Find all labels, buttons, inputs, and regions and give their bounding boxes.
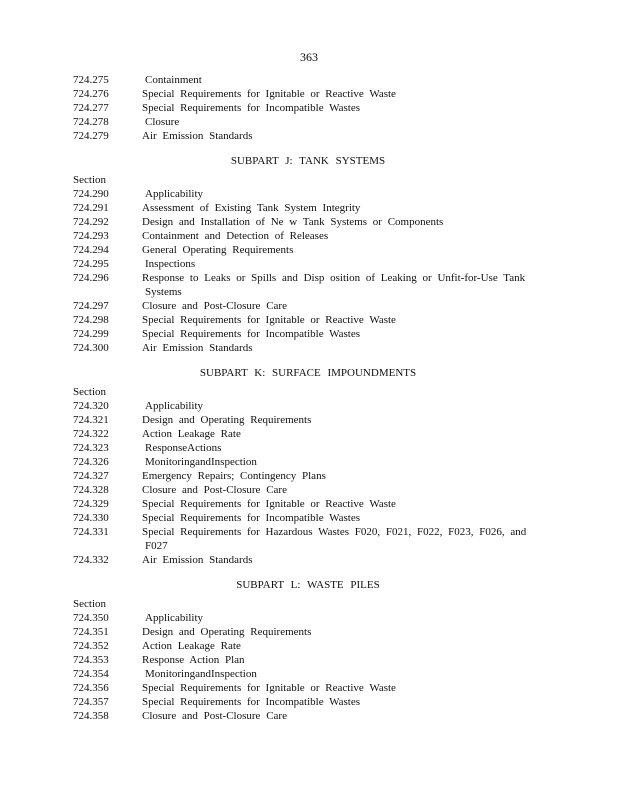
section-title-text: Applicability bbox=[145, 612, 204, 624]
list-item bbox=[73, 299, 543, 313]
section-number: 724.327 bbox=[73, 470, 109, 482]
section-title bbox=[142, 243, 543, 257]
section-number: 724.299 bbox=[73, 328, 109, 340]
section-number: 724.358 bbox=[73, 710, 109, 722]
section-title-text: Containment bbox=[145, 74, 202, 86]
section-title-text: Special Requirements for Hazardous Wastes F020, F021, F022, F023, F026, and bbox=[142, 526, 527, 538]
page-number: 363 bbox=[300, 50, 318, 64]
list-item bbox=[73, 129, 543, 143]
subpart-k-heading: SUBPART K: SURFACE IMPOUNDMENTS bbox=[199, 367, 417, 379]
section-number: 724.293 bbox=[73, 230, 109, 242]
section-label: Section bbox=[73, 598, 106, 610]
list-item bbox=[73, 455, 543, 469]
section-title bbox=[142, 483, 543, 497]
section-title-text: Applicability bbox=[145, 400, 204, 412]
subpart-k-items-list bbox=[73, 399, 543, 567]
section-title-text: Closure bbox=[145, 116, 180, 128]
section-number: 724.275 bbox=[73, 74, 109, 86]
section-number: 724.354 bbox=[73, 668, 109, 680]
list-item bbox=[73, 399, 543, 413]
section-number: 724.353 bbox=[73, 654, 109, 666]
list-item bbox=[73, 341, 543, 355]
section-title-text: Special Requirements for Incompatible Wastes bbox=[142, 102, 361, 114]
subpart-j-heading: SUBPART J: TANK SYSTEMS bbox=[230, 155, 386, 167]
section-title bbox=[142, 187, 543, 201]
section-title-text: Closure and Post-Closure Care bbox=[142, 484, 287, 496]
section-title-text: Emergency Repairs; Contingency Plans bbox=[142, 470, 326, 482]
section-title-text: Applicability bbox=[145, 188, 204, 200]
section-number: 724.351 bbox=[73, 626, 109, 638]
section-number: 724.278 bbox=[73, 116, 109, 128]
list-item bbox=[73, 695, 543, 709]
section-title-text: Assessment of Existing Tank System Integrity bbox=[142, 202, 361, 214]
section-number: 724.292 bbox=[73, 216, 109, 228]
section-title-text: Air Emission Standards bbox=[142, 554, 253, 566]
list-item bbox=[73, 257, 543, 271]
section-number: 724.321 bbox=[73, 414, 109, 426]
section-number: 724.352 bbox=[73, 640, 109, 652]
section-number: 724.350 bbox=[73, 612, 109, 624]
section-title bbox=[142, 201, 543, 215]
list-item bbox=[73, 681, 543, 695]
list-item bbox=[73, 229, 543, 243]
list-item bbox=[73, 709, 543, 723]
subpart-j-items-list bbox=[73, 187, 543, 355]
list-item bbox=[73, 413, 543, 427]
section-title-continuation: F027 bbox=[145, 540, 168, 552]
list-item bbox=[73, 115, 543, 129]
list-item bbox=[73, 243, 543, 257]
section-title bbox=[142, 469, 543, 483]
section-title bbox=[142, 695, 543, 709]
section-title bbox=[142, 709, 543, 723]
section-title-text: General Operating Requirements bbox=[142, 244, 294, 256]
section-title bbox=[142, 455, 543, 469]
list-item bbox=[73, 201, 543, 215]
section-title bbox=[142, 681, 543, 695]
section-title-text: Response Action Plan bbox=[142, 654, 245, 666]
list-item bbox=[73, 187, 543, 201]
section-number: 724.294 bbox=[73, 244, 109, 256]
section-title bbox=[142, 73, 543, 87]
section-title bbox=[142, 611, 543, 625]
section-number: 724.330 bbox=[73, 512, 109, 524]
section-title bbox=[142, 129, 543, 143]
list-item bbox=[73, 87, 543, 101]
section-title-text: Action Leakage Rate bbox=[142, 428, 241, 440]
section-title-continuation: Systems bbox=[145, 286, 182, 298]
section-title bbox=[142, 427, 543, 441]
section-label: Section bbox=[73, 386, 106, 398]
list-item bbox=[73, 511, 543, 525]
section-title-text: Air Emission Standards bbox=[142, 342, 253, 354]
list-item bbox=[73, 313, 543, 327]
section-title-text: Special Requirements for Ignitable or Reactive Waste bbox=[142, 498, 396, 510]
section-title bbox=[142, 441, 543, 455]
section-title bbox=[142, 115, 543, 129]
section-title-text: MonitoringandInspection bbox=[145, 456, 257, 468]
section-number: 724.277 bbox=[73, 102, 109, 114]
section-title-text: Response to Leaks or Spills and Disp osition of Leaking or Unfit-for-Use Tank bbox=[142, 272, 526, 284]
section-title bbox=[142, 653, 543, 667]
top-items-list bbox=[73, 73, 543, 143]
section-title-text: Special Requirements for Incompatible Wastes bbox=[142, 328, 361, 340]
list-item bbox=[73, 101, 543, 115]
section-title bbox=[142, 399, 543, 413]
section-number: 724.326 bbox=[73, 456, 109, 468]
list-item bbox=[73, 611, 543, 625]
section-title bbox=[142, 553, 543, 567]
section-title bbox=[142, 101, 543, 115]
section-title-text: Closure and Post-Closure Care bbox=[142, 710, 287, 722]
section-number: 724.322 bbox=[73, 428, 109, 440]
subpart-l-items-list bbox=[73, 611, 543, 723]
list-item bbox=[73, 653, 543, 667]
section-number: 724.297 bbox=[73, 300, 109, 312]
section-number: 724.296 bbox=[73, 272, 109, 284]
section-title bbox=[142, 215, 543, 229]
section-title bbox=[142, 511, 543, 525]
table-of-contents bbox=[73, 73, 543, 723]
section-title bbox=[142, 639, 543, 653]
section-number: 724.300 bbox=[73, 342, 109, 354]
section-title bbox=[142, 413, 543, 427]
list-item bbox=[73, 469, 543, 483]
section-number: 724.295 bbox=[73, 258, 109, 270]
section-title-text: MonitoringandInspection bbox=[145, 668, 257, 680]
list-item bbox=[73, 427, 543, 441]
section-title bbox=[142, 341, 543, 355]
section-number: 724.357 bbox=[73, 696, 109, 708]
section-title-text: Closure and Post-Closure Care bbox=[142, 300, 287, 312]
section-title-text: ResponseActions bbox=[145, 442, 222, 454]
list-item bbox=[73, 215, 543, 229]
section-title-text: Special Requirements for Ignitable or Reactive Waste bbox=[142, 682, 396, 694]
list-item bbox=[73, 271, 543, 299]
section-title-text: Containment and Detection of Releases bbox=[142, 230, 329, 242]
section-number: 724.291 bbox=[73, 202, 109, 214]
subpart-l-heading: SUBPART L: WASTE PILES bbox=[236, 579, 380, 591]
section-number: 724.329 bbox=[73, 498, 109, 510]
list-item bbox=[73, 667, 543, 681]
section-title-text: Inspections bbox=[145, 258, 196, 270]
list-item bbox=[73, 625, 543, 639]
section-number: 724.332 bbox=[73, 554, 109, 566]
section-title bbox=[142, 667, 543, 681]
list-item bbox=[73, 639, 543, 653]
section-title bbox=[142, 525, 543, 553]
section-title bbox=[142, 327, 543, 341]
section-number: 724.298 bbox=[73, 314, 109, 326]
list-item bbox=[73, 525, 543, 553]
section-number: 724.323 bbox=[73, 442, 109, 454]
section-title-text: Design and Installation of Ne w Tank Systems or Components bbox=[142, 216, 444, 228]
list-item bbox=[73, 553, 543, 567]
section-title bbox=[142, 271, 543, 299]
section-title bbox=[142, 313, 543, 327]
section-title-text: Design and Operating Requirements bbox=[142, 626, 312, 638]
section-number: 724.320 bbox=[73, 400, 109, 412]
list-item bbox=[73, 483, 543, 497]
section-number: 724.279 bbox=[73, 130, 109, 142]
section-title-text: Special Requirements for Incompatible Wastes bbox=[142, 512, 361, 524]
list-item bbox=[73, 441, 543, 455]
section-number: 724.276 bbox=[73, 88, 109, 100]
section-title bbox=[142, 87, 543, 101]
section-title bbox=[142, 497, 543, 511]
list-item bbox=[73, 327, 543, 341]
section-title bbox=[142, 625, 543, 639]
section-number: 724.290 bbox=[73, 188, 109, 200]
section-title-text: Air Emission Standards bbox=[142, 130, 253, 142]
section-title-text: Special Requirements for Ignitable or Reactive Waste bbox=[142, 314, 396, 326]
section-title-text: Special Requirements for Incompatible Wastes bbox=[142, 696, 361, 708]
section-number: 724.331 bbox=[73, 526, 109, 538]
section-number: 724.328 bbox=[73, 484, 109, 496]
section-title bbox=[142, 299, 543, 313]
section-title-text: Action Leakage Rate bbox=[142, 640, 241, 652]
list-item bbox=[73, 73, 543, 87]
section-number: 724.356 bbox=[73, 682, 109, 694]
section-title-text: Special Requirements for Ignitable or Reactive Waste bbox=[142, 88, 396, 100]
section-title-text: Design and Operating Requirements bbox=[142, 414, 312, 426]
list-item bbox=[73, 497, 543, 511]
section-label: Section bbox=[73, 174, 106, 186]
section-title bbox=[142, 229, 543, 243]
section-title bbox=[142, 257, 543, 271]
